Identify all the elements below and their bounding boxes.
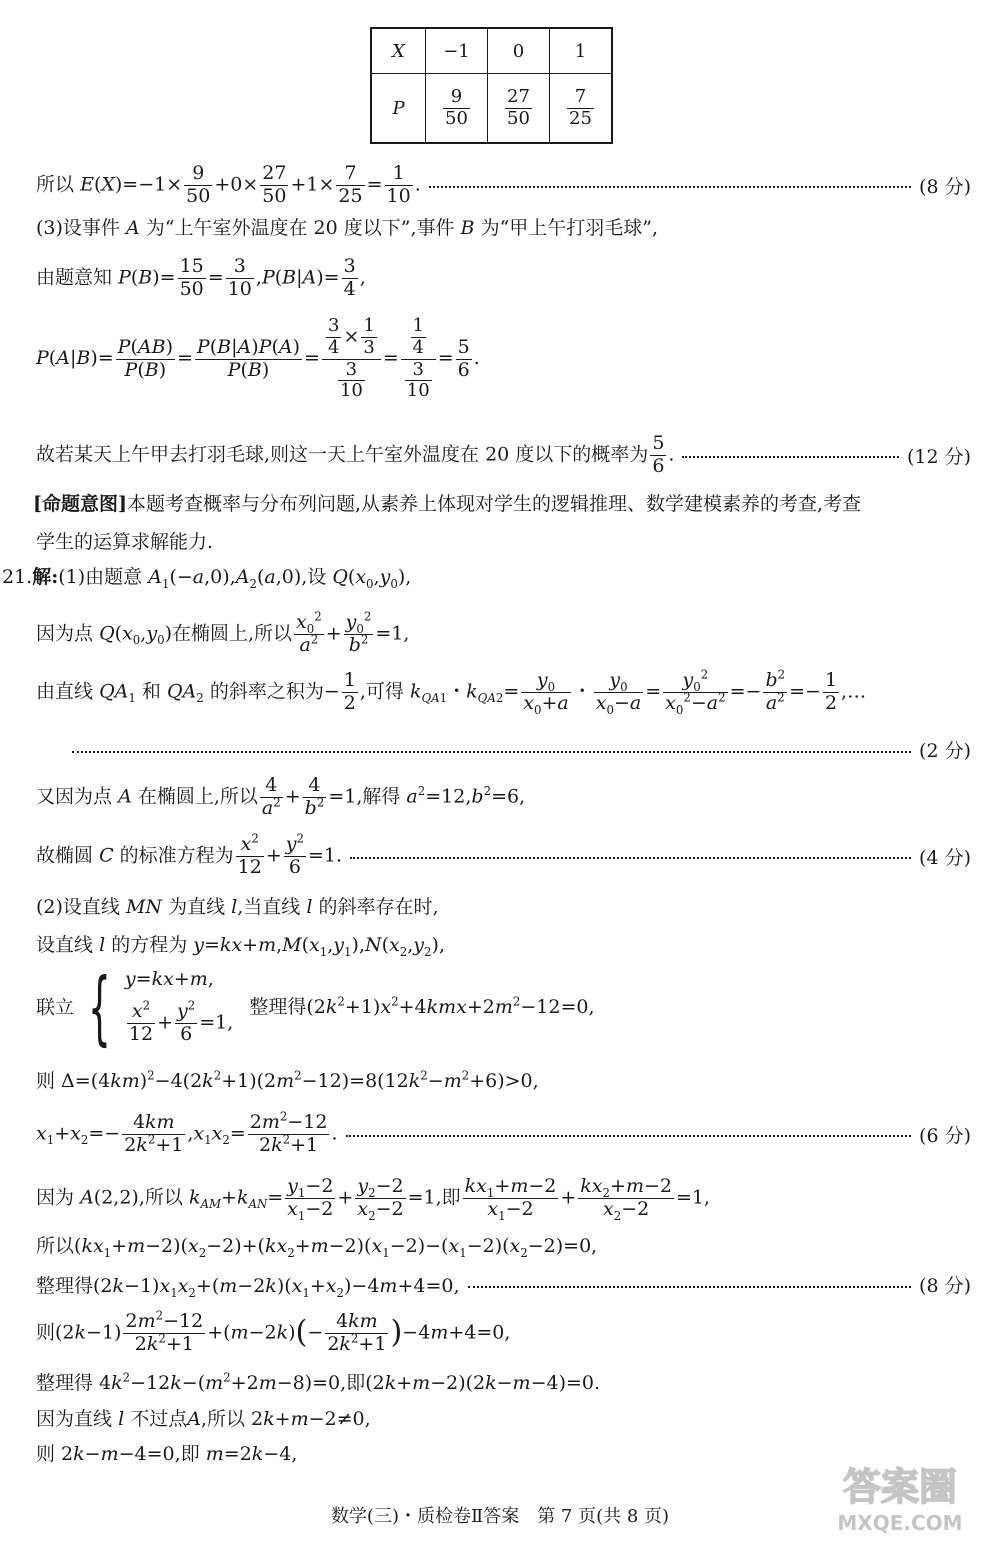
q21-line-1: 21.解:(1)由题意 $A_1(-a,0),A_2(a,0)$,设 $Q(x_0,y_0)$, [2,566,412,591]
q21-line-7: 设直线 l 的方程为 $y=kx+m,M(x_1,y_1),N(x_2,y_2)$, [36,934,445,959]
leader-dots [72,751,911,753]
score-label: (6 分) [919,1124,971,1147]
q21-line-delta: 则 $\Delta=(4km)^2-4(2k^2+1)(2m^2-12)=8(12k^2-m^2+6)>0$, [36,1068,539,1092]
page-footer: 数学(三)・质检卷Ⅱ答案 第 7 页(共 8 页) [330,1506,670,1527]
leader-dots [682,456,899,458]
bayes-line: P(A|B)= $\frac{P(AB)}{P(B)}$ = $\frac{P(B|A)P(A)}{P(B)}$ = $\frac{3}{4}$ × $\frac{1}{3}$ $\frac{3}{10}$ = $\frac{\frac{1}{4}}{\frac{3}{10}}$ = $\frac{5}{6}$ . [36,315,480,402]
prob-b-line: 由题意知 P(B)= $\frac{15}{50}$ = $\frac{3}{10}$ ,P(B|A)= $\frac{3}{4}$ , [36,255,366,300]
table-cell-p3: $\frac{7}{25}$ [550,74,613,144]
watermark-text: 答案圈 [842,1465,958,1509]
part3-line: (3)设事件 A 为“上午室外温度在 20 度以下”,事件 B 为“甲上午打羽毛球”, [36,217,659,239]
score-label: (8 分) [919,1275,971,1297]
table-cell-p1: $\frac{9}{50}$ [426,74,488,144]
table-cell-x2: 0 [488,28,550,74]
q21-line-slopes: 因为 A(2,2),所以 $k_{AM}+k_{AN}=$ $\frac{y_1-2}{x_1-2}$ + $\frac{y_2-2}{x_2-2}$ =1,即 $\frac{kx_1+m-2}{x_1-2}$ + $\frac{kx_2+m-2}{x_2-2}$ =1, [36,1175,711,1223]
score-line-2 [72,736,971,763]
q21-line-5: 故椭圆 C 的标准方程为 $\frac{x^2}{12}$ + $\frac{y^2}{6}$ =1. (4 分) [36,831,971,878]
q21-line-result: 则 2k−m−4=0,即 m=2k−4, [36,1443,298,1465]
q21-line-not-through: 因为直线 l 不过点A,所以 2k+m−2≠0, [36,1408,371,1430]
watermark-logo [810,1458,990,1538]
expectation-line: 所以 E(X)=−1× $\frac{9}{50}$ +0× $\frac{27}{50}$ +1× $\frac{7}{25}$ = $\frac{1}{10}$ . (8 分) [36,162,971,207]
intent-label: [命题意图] [33,493,127,515]
q21-line-4: 又因为点 A 在椭圆上,所以 $\frac{4}{a^2}$ + $\frac{4}{b^2}$ =1,解得 $a^2=12,b^2=6$, [36,774,526,819]
leader-dots [350,857,911,859]
score-label: (2 分) [919,740,971,762]
q21-line-factor: 整理得 $4k^2-12k-(m^2+2m-8)=0$,即(2k+m−2)(2k−m−4)=0. [36,1370,601,1394]
table-header-p: P [371,74,426,144]
q21-system: 联立 { y=kx+m, $\frac{x^2}{12}$ + $\frac{y^2}{6}$ =1, 整理得$(2k^2+1)x^2+4kmx+2m^2-12=0$, [36,960,595,1054]
q21-line-substitute: 则(2k−1) $\frac{2m^2-12}{2k^2+1}$ +(m−2k)(− $\frac{4km}{2k^2+1}$ )−4m+4=0, [36,1308,511,1355]
table-cell-p2: $\frac{27}{50}$ [488,74,550,144]
q21-line-simplify: 整理得$(2k-1)x_1x_2+(m-2k)(x_1+x_2)-4m+4=0$, (8 分) [36,1271,971,1298]
q21-line-6: (2)设直线 MN 为直线 l,当直线 l 的斜率存在时, [36,896,439,918]
score-label: (12 分) [906,445,971,468]
q21-line-3: 由直线 $QA_1$ 和 $QA_2$ 的斜率之积为− $\frac{1}{2}$ ,可得 $k_{QA1}$・$k_{QA2}=$ $\frac{y_0}{x_0+a}$ ・ $\frac{y_0}{x_0-a}$ = $\frac{y_0^2}{x_0^2-a^2}$ =− $\frac{b^2}{a^2}$ =− $\frac{1}{2}$ ,… [36,667,867,717]
watermark-url: MXQE.COM [837,1511,963,1535]
conclusion-line: 故若某天上午甲去打羽毛球,则这一天上午室外温度在 20 度以下的概率为 $\frac{5}{6}$ . (12 分) [36,432,971,477]
q21-line-vieta: $x_1+x_2=-$ $\frac{4km}{2k^2+1}$ $,x_1x_2=$ $\frac{2m^2-12}{2k^2+1}$ . (6 分) [36,1109,971,1156]
intent-line-2: 学生的运算求解能力. [36,531,214,553]
score-label: (8 分) [919,175,971,198]
distribution-table [370,27,613,144]
intent-line-1: [命题意图]本题考查概率与分布列问题,从素养上体现对学生的逻辑推理、数学建模素养的考查,考查 [33,493,862,515]
q21-line-2: 因为点 $Q(x_0,y_0)$在椭圆上,所以 $\frac{x_0^2}{a^2}$ + $\frac{y_0^2}{b^2}$ =1, [36,609,410,656]
leader-dots [346,1135,912,1137]
table-cell-x1: −1 [426,28,488,74]
table-cell-x3: 1 [550,28,613,74]
table-header-x: X [371,28,426,74]
leader-dots [468,1286,912,1288]
q21-line-expand: 所以$(kx_1+m-2)(x_2-2)+(kx_2+m-2)(x_1-2)-(x_1-2)(x_2-2)=0$, [36,1235,598,1260]
score-label: (4 分) [919,846,971,869]
leader-dots [429,186,911,188]
